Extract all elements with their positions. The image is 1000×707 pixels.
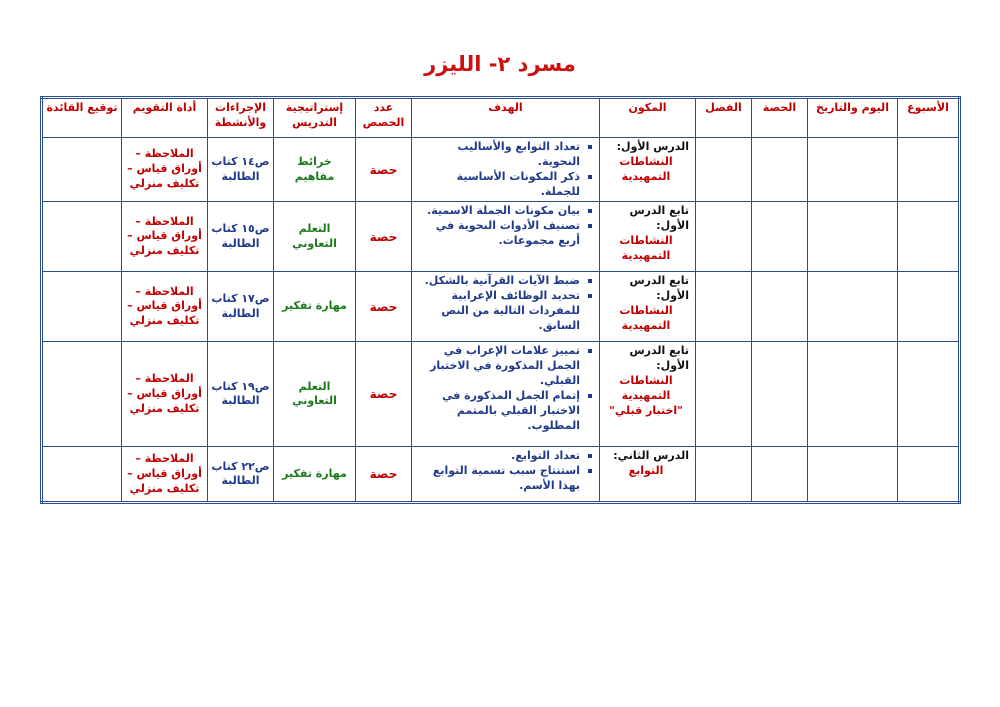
cell-week [898, 447, 960, 503]
cell-procedure: ص١٤ كتاب الطالبة [208, 138, 274, 202]
cell-procedure: ص١٩ كتاب الطالبة [208, 342, 274, 447]
cell-goal [412, 447, 600, 503]
cell-class [696, 138, 752, 202]
cell-strategy: التعلم التعاوني [274, 202, 356, 272]
table-row [42, 272, 960, 342]
cell-period [752, 272, 808, 342]
cell-strategy: التعلم التعاوني [274, 342, 356, 447]
cell-period [752, 342, 808, 447]
activity-label: النشاطات التمهيدية [619, 374, 673, 402]
header-component: المكون [600, 98, 696, 138]
cell-class [696, 272, 752, 342]
lesson-label: تابع الدرس الأول: [629, 204, 689, 233]
cell-periods-count: حصة [356, 272, 412, 342]
cell-day-date [808, 342, 898, 447]
cell-week [898, 202, 960, 272]
lesson-label: الدرس الثاني: [613, 449, 689, 463]
lesson-label: تابع الدرس الأول: [629, 344, 689, 373]
cell-week [898, 272, 960, 342]
cell-day-date [808, 272, 898, 342]
header-strategy: إستراتيجية التدريس [274, 98, 356, 138]
cell-assessment: الملاحظة – أوراق قياس – تكليف منزلي [122, 202, 208, 272]
activity-label: النشاطات التمهيدية [619, 154, 673, 183]
cell-class [696, 202, 752, 272]
goal-item: بيان مكونات الجملة الاسمية. [415, 204, 582, 219]
cell-component [600, 272, 696, 342]
activity-label: النشاطات التمهيدية [619, 304, 673, 332]
goal-item: ذكر المكونات الأساسية للجملة. [415, 170, 582, 200]
cell-signature [42, 138, 122, 202]
cell-day-date [808, 138, 898, 202]
page-title: مسرد ٢- الليزر [424, 52, 576, 76]
goal-item: تصنيف الأدوات النحوية في أربع مجموعات. [415, 219, 582, 249]
goal-item: ضبط الآيات القرآنية بالشكل. [415, 274, 582, 289]
header-row [42, 98, 960, 138]
cell-week [898, 342, 960, 447]
activity-label: التوابع [628, 464, 664, 478]
lesson-plan-table [40, 96, 961, 504]
header-week: الأسبوع [898, 98, 960, 138]
table-row [42, 202, 960, 272]
cell-periods-count: حصة [356, 447, 412, 503]
goal-item: تعداد التوابع والأساليب النحوية. [415, 140, 582, 170]
quiz-label: "اختبار قبلي" [609, 403, 683, 417]
cell-goal [412, 272, 600, 342]
cell-periods-count: حصة [356, 138, 412, 202]
cell-procedure: ص١٥ كتاب الطالبة [208, 202, 274, 272]
table-row [42, 342, 960, 447]
table-row [42, 138, 960, 202]
cell-component [600, 202, 696, 272]
goal-item: إتمام الجمل المذكورة في الاختبار القبلي بالمتمم المطلوب. [415, 389, 582, 434]
cell-day-date [808, 202, 898, 272]
cell-class [696, 447, 752, 503]
header-period: الحصة [752, 98, 808, 138]
lesson-label: الدرس الأول: [616, 140, 689, 153]
header-periods-count: عدد الحصص [356, 98, 412, 138]
cell-strategy: خرائط مفاهيم [274, 138, 356, 202]
cell-week [898, 138, 960, 202]
cell-assessment: الملاحظة – أوراق قياس – تكليف منزلي [122, 272, 208, 342]
cell-signature [42, 342, 122, 447]
cell-strategy: مهارة تفكير [274, 447, 356, 503]
cell-assessment: الملاحظة – أوراق قياس – تكليف منزلي [122, 342, 208, 447]
header-procedures: الإجراءات والأنشطة [208, 98, 274, 138]
cell-periods-count: حصة [356, 202, 412, 272]
cell-class [696, 342, 752, 447]
lesson-label: تابع الدرس الأول: [629, 274, 689, 303]
cell-periods-count: حصة [356, 342, 412, 447]
table-row [42, 447, 960, 503]
cell-goal [412, 342, 600, 447]
cell-component [600, 138, 696, 202]
header-assessment: أداة التقويم [122, 98, 208, 138]
cell-component [600, 342, 696, 447]
cell-period [752, 202, 808, 272]
cell-period [752, 138, 808, 202]
cell-component [600, 447, 696, 503]
cell-signature [42, 447, 122, 503]
activity-label: النشاطات التمهيدية [619, 234, 673, 262]
goal-item: تعداد التوابع. [415, 449, 582, 464]
cell-period [752, 447, 808, 503]
header-goal: الهدف [412, 98, 600, 138]
header-signature: توقيع القائدة [42, 98, 122, 138]
header-day-date: اليوم والتاريخ [808, 98, 898, 138]
header-class: الفصل [696, 98, 752, 138]
goal-item: تمييز علامات الإعراب في الجمل المذكورة في الاختبار القبلي. [415, 344, 582, 389]
cell-goal [412, 138, 600, 202]
cell-strategy: مهارة تفكير [274, 272, 356, 342]
goal-item: استنتاج سبب تسمية التوابع بهذا الأسم. [415, 464, 582, 494]
goal-item: تحديد الوظائف الإعرابية للمفردات التالية من النص السابق. [415, 289, 582, 334]
cell-day-date [808, 447, 898, 503]
cell-assessment: الملاحظة – أوراق قياس – تكليف منزلي [122, 138, 208, 202]
cell-procedure: ص٢٢ كتاب الطالبة [208, 447, 274, 503]
cell-signature [42, 272, 122, 342]
cell-signature [42, 202, 122, 272]
cell-assessment: الملاحظة – أوراق قياس – تكليف منزلي [122, 447, 208, 503]
cell-procedure: ص١٧ كتاب الطالبة [208, 272, 274, 342]
cell-goal [412, 202, 600, 272]
